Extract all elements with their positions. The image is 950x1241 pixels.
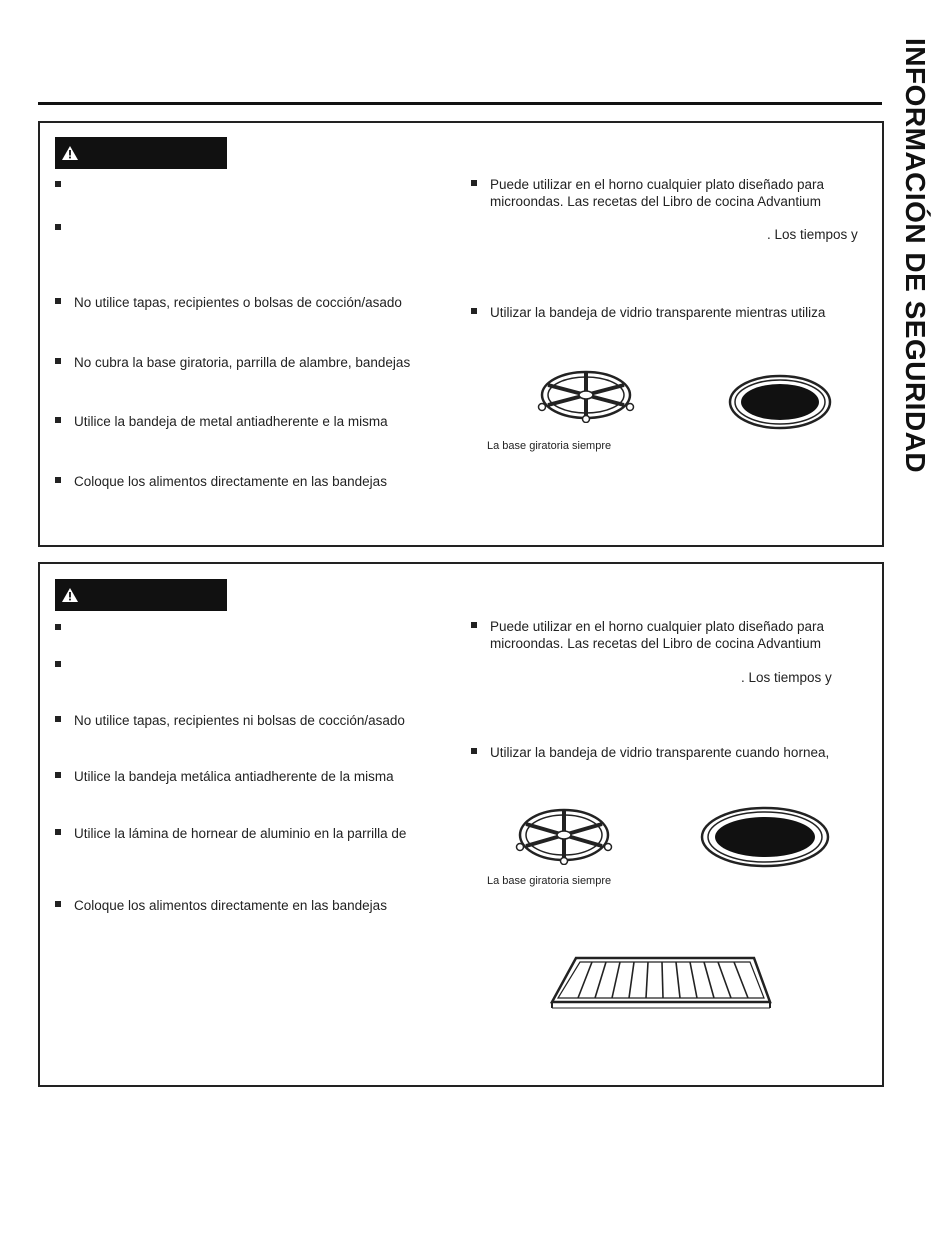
turntable-support-icon — [514, 805, 614, 865]
turntable-support-icon — [536, 367, 636, 423]
top-rule — [38, 102, 882, 105]
list-item: Coloque los alimentos directamente en las bandejas — [55, 897, 387, 914]
bullet-square-icon — [55, 829, 61, 835]
bullet-square-icon — [471, 308, 477, 314]
list-item: No utilice tapas, recipientes o bolsas de cocción/asado — [55, 294, 402, 311]
list-item: Utilice la bandeja metálica antiadherente de la misma — [55, 768, 394, 785]
turntable-caption: La base giratoria siempre — [487, 875, 612, 887]
list-item: Utilice la lámina de hornear de aluminio en la parrilla de — [55, 825, 406, 842]
bullet-square-icon — [55, 901, 61, 907]
text-fragment: . Los tiempos y — [767, 227, 858, 242]
bullet-square-icon — [55, 358, 61, 364]
side-title: INFORMACIÓN DE SEGURIDAD — [900, 38, 931, 474]
bullet-square-icon — [55, 224, 61, 230]
bullet-square-icon — [55, 181, 61, 187]
warning-label-bar — [55, 137, 227, 169]
safety-box-2 — [38, 562, 884, 1087]
warning-triangle-icon — [62, 588, 78, 602]
safety-box-1 — [38, 121, 884, 547]
list-item: Utilizar la bandeja de vidrio transparente cuando hornea, — [471, 744, 829, 761]
wire-rack-icon — [548, 954, 774, 1010]
list-item: No cubra la base giratoria, parrilla de alambre, bandejas — [55, 354, 410, 371]
glass-tray-icon — [728, 374, 832, 430]
glass-tray-icon — [700, 806, 830, 868]
list-item: No utilice tapas, recipientes ni bolsas de cocción/asado — [55, 712, 405, 729]
bullet-square-icon — [55, 477, 61, 483]
list-item: Utilice la bandeja de metal antiadherente e la misma — [55, 413, 388, 430]
list-item: Coloque los alimentos directamente en las bandejas — [55, 473, 387, 490]
bullet-square-icon — [55, 716, 61, 722]
list-item: Puede utilizar en el horno cualquier plato diseñado para microondas. Las recetas del Libro de cocina Advantium — [471, 176, 824, 210]
bullet-square-icon — [55, 624, 61, 630]
bullet-square-icon — [55, 417, 61, 423]
warning-label-bar — [55, 579, 227, 611]
bullet-square-icon — [471, 622, 477, 628]
bullet-square-icon — [471, 748, 477, 754]
text-fragment: . Los tiempos y — [741, 670, 832, 685]
bullet-square-icon — [55, 772, 61, 778]
list-item: Puede utilizar en el horno cualquier plato diseñado para microondas. Las recetas del Libro de cocina Advantium — [471, 618, 824, 652]
bullet-square-icon — [55, 298, 61, 304]
list-item: Utilizar la bandeja de vidrio transparente mientras utiliza — [471, 304, 825, 321]
warning-triangle-icon — [62, 146, 78, 160]
bullet-square-icon — [471, 180, 477, 186]
bullet-square-icon — [55, 661, 61, 667]
turntable-caption: La base giratoria siempre — [487, 440, 612, 452]
